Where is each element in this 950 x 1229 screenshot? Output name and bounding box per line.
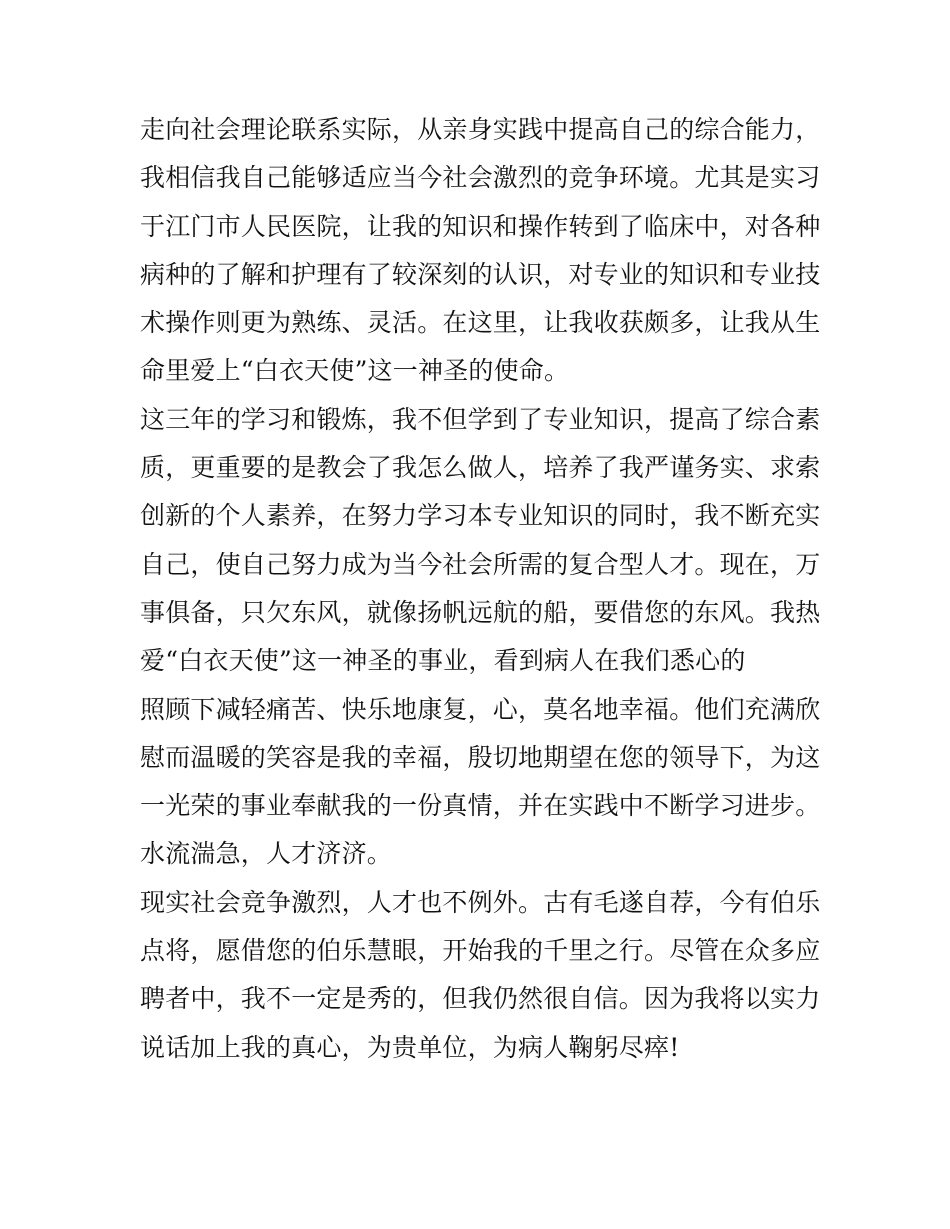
text-line: 创新的个人素养，在努力学习本专业知识的同时，我不断充实 — [140, 501, 821, 531]
text-line: 于江门市人民医院，让我的知识和操作转到了临床中，对各种 — [140, 211, 821, 241]
text-line: 爱“白衣天使”这一神圣的事业，看到病人在我们悉心的 — [140, 646, 746, 676]
text-line: 自己，使自己努力成为当今社会所需的复合型人才。现在，万 — [140, 549, 821, 579]
text-line: 命里爱上“白衣天使”这一神圣的使命。 — [140, 356, 570, 386]
text-line: 说话加上我的真心，为贵单位，为病人鞠躬尽瘁! — [140, 1032, 680, 1062]
text-line: 病种的了解和护理有了较深刻的认识，对专业的知识和专业技 — [140, 259, 821, 289]
text-line: 这三年的学习和锻炼，我不但学到了专业知识，提高了综合素 — [140, 404, 821, 434]
text-line: 走向社会理论联系实际，从亲身实践中提高自己的综合能力， — [140, 115, 821, 144]
text-line: 点将，愿借您的伯乐慧眼，开始我的千里之行。尽管在众多应 — [140, 936, 821, 966]
text-line: 现实社会竞争激烈，人才也不例外。古有毛遂自荐，今有伯乐 — [140, 887, 821, 917]
text-line: 水流湍急，人才济济。 — [140, 839, 393, 869]
text-line: 事俱备，只欠东风，就像扬帆远航的船，要借您的东风。我热 — [140, 597, 821, 627]
text-line: 一光荣的事业奉献我的一份真情，并在实践中不断学习进步。 — [140, 791, 821, 821]
text-line: 慰而温暖的笑容是我的幸福，殷切地期望在您的领导下，为这 — [140, 742, 821, 772]
text-line: 照顾下减轻痛苦、快乐地康复，心，莫名地幸福。他们充满欣 — [140, 694, 821, 724]
text-line: 术操作则更为熟练、灵活。在这里，让我收获颇多，让我从生 — [140, 308, 821, 338]
text-line: 聘者中，我不一定是秀的，但我仍然很自信。因为我将以实力 — [140, 984, 821, 1014]
document-body — [140, 106, 840, 1072]
text-line: 质，更重要的是教会了我怎么做人，培养了我严谨务实、求索 — [140, 453, 821, 483]
text-line: 我相信我自己能够适应当今社会激烈的竞争环境。尤其是实习 — [140, 163, 821, 193]
